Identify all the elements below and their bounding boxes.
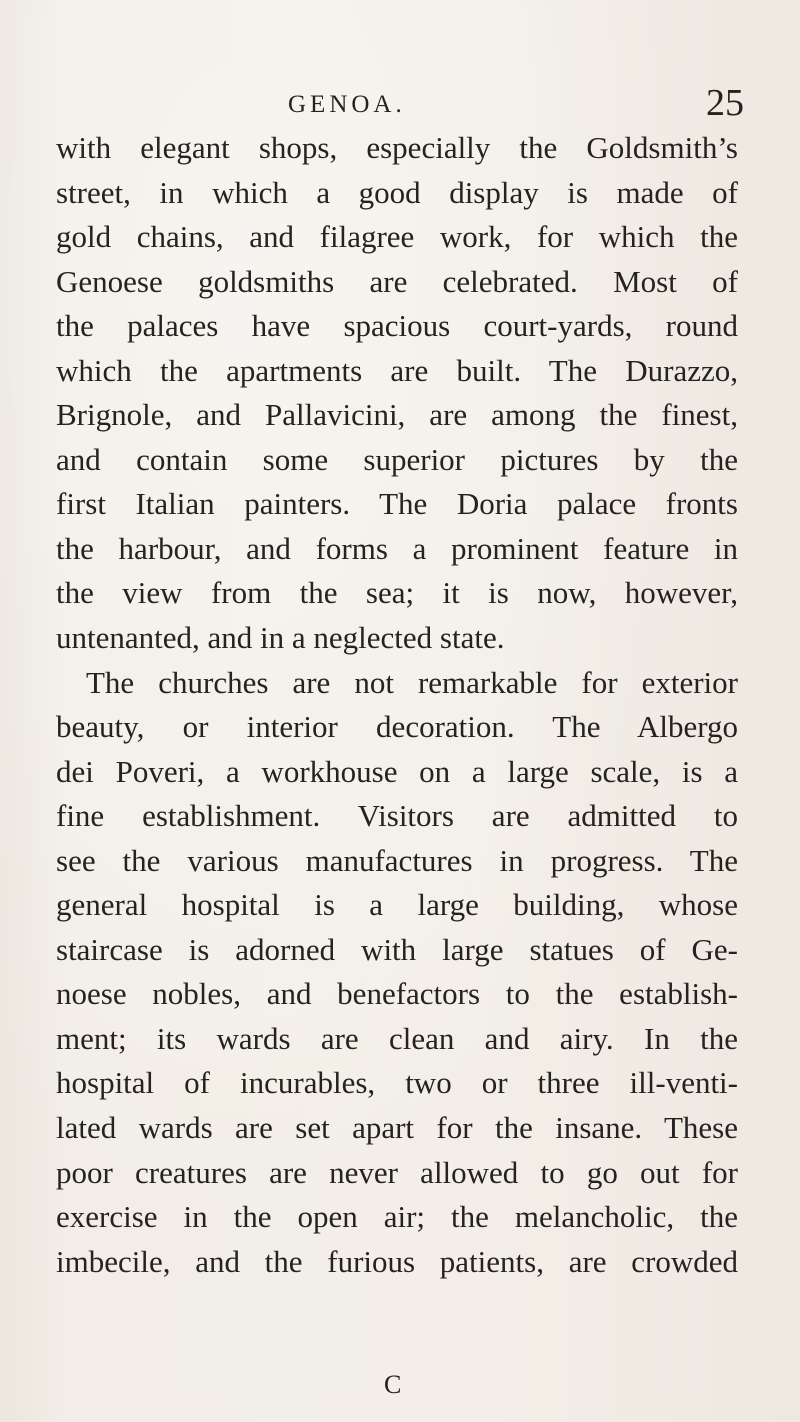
text-line: first Italian painters. The Doria palace fronts [56,486,738,522]
text-line: fine establishment. Visitors are admitted to [56,798,738,834]
text-line: see the various manufactures in progress. The [56,842,738,878]
text-line: noese nobles, and benefactors to the establish- [56,976,738,1012]
text-line: general hospital is a large building, whose [56,887,738,923]
text-line: and contain some superior pictures by the [56,441,738,477]
text-line: beauty, or interior decoration. The Albergo [56,709,738,745]
text-line: staircase is adorned with large statues of Ge- [56,931,738,967]
text-line: the harbour, and forms a prominent feature in [56,530,738,566]
text-line: the view from the sea; it is now, however, [56,575,738,611]
text-line: poor creatures are never allowed to go out for [56,1154,738,1190]
text-line: Genoese goldsmiths are celebrated. Most of [56,263,738,299]
page-number: 25 [706,82,744,124]
text-line: street, in which a good display is made of [56,174,738,210]
text-line: which the apartments are built. The Durazzo, [56,352,738,388]
text-line: ment; its wards are clean and airy. In the [56,1020,738,1056]
text-line: imbecile, and the furious patients, are crowded [56,1243,738,1279]
body-text [56,126,738,1284]
text-line: dei Poveri, a workhouse on a large scale, is a [56,753,738,789]
text-line-paragraph-end: untenanted, and in a neglected state. [56,620,505,656]
text-line: with elegant shops, especially the Goldsmith’s [56,130,738,165]
text-line: the palaces have spacious court-yards, round [56,308,738,344]
text-line-paragraph-start: The churches are not remarkable for exterior [86,664,738,700]
signature-mark: C [384,1370,402,1399]
text-line: hospital of incurables, two or three ill-venti- [56,1065,738,1101]
text-line: gold chains, and filagree work, for which the [56,219,738,255]
text-line: Brignole, and Pallavicini, are among the finest, [56,397,738,433]
text-line: lated wards are set apart for the insane. These [56,1110,738,1146]
running-title: GENOA. [288,91,406,118]
running-head [0,84,800,124]
text-line: exercise in the open air; the melancholic, the [56,1199,738,1235]
